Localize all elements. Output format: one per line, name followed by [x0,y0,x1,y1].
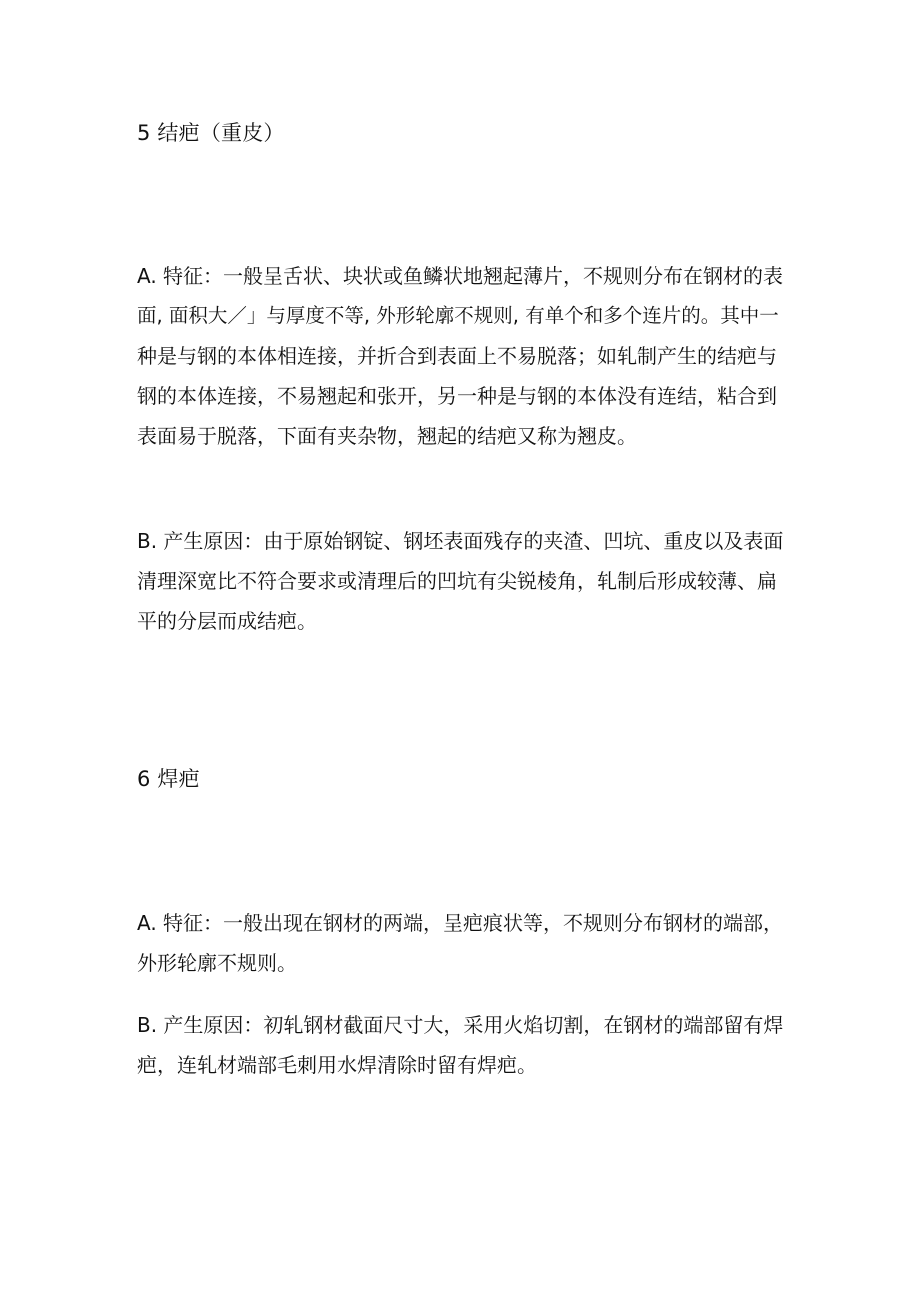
section-6-heading: 6 焊疤 [137,767,200,791]
text-line: 面, 面积大／」与厚度不等, 外形轮廓不规则, 有单个和多个连片的。其中一 [137,304,779,327]
text-line: 外形轮廓不规则。 [137,951,297,975]
text-line: 种是与钢的本体相连接，并折合到表面上不易脱落；如轧制产生的结疤与 [137,344,777,368]
text-line: 表面易于脱落，下面有夹杂物，翘起的结疤又称为翘皮。 [137,424,637,448]
text-line: B. 产生原因：由于原始钢锭、钢坯表面残存的夹渣、凹坑、重皮以及表面 [137,529,784,553]
text-line: 疤，连轧材端部毛刺用水焊清除时留有焊疤。 [137,1053,537,1077]
section-5-cause-paragraph [137,521,787,641]
text-line: B. 产生原因：初轧钢材截面尺寸大，采用火焰切割，在钢材的端部留有焊 [137,1013,784,1037]
section-5-heading: 5 结疤（重皮） [137,121,285,145]
text-line: A. 特征：一般出现在钢材的两端，呈疤痕状等，不规则分布钢材的端部， [137,911,784,935]
section-5-feature-paragraph [137,256,787,456]
section-6-feature-paragraph [137,903,787,983]
text-line: A. 特征：一般呈舌状、块状或鱼鳞状地翘起薄片，不规则分布在钢材的表 [137,264,784,288]
text-line: 清理深宽比不符合要求或清理后的凹坑有尖锐棱角，轧制后形成较薄、扁 [137,569,777,593]
text-line: 钢的本体连接，不易翘起和张开，另一种是与钢的本体没有连结，粘合到 [137,384,777,408]
section-6-cause-paragraph [137,1005,787,1085]
text-line: 平的分层而成结疤。 [137,609,317,633]
